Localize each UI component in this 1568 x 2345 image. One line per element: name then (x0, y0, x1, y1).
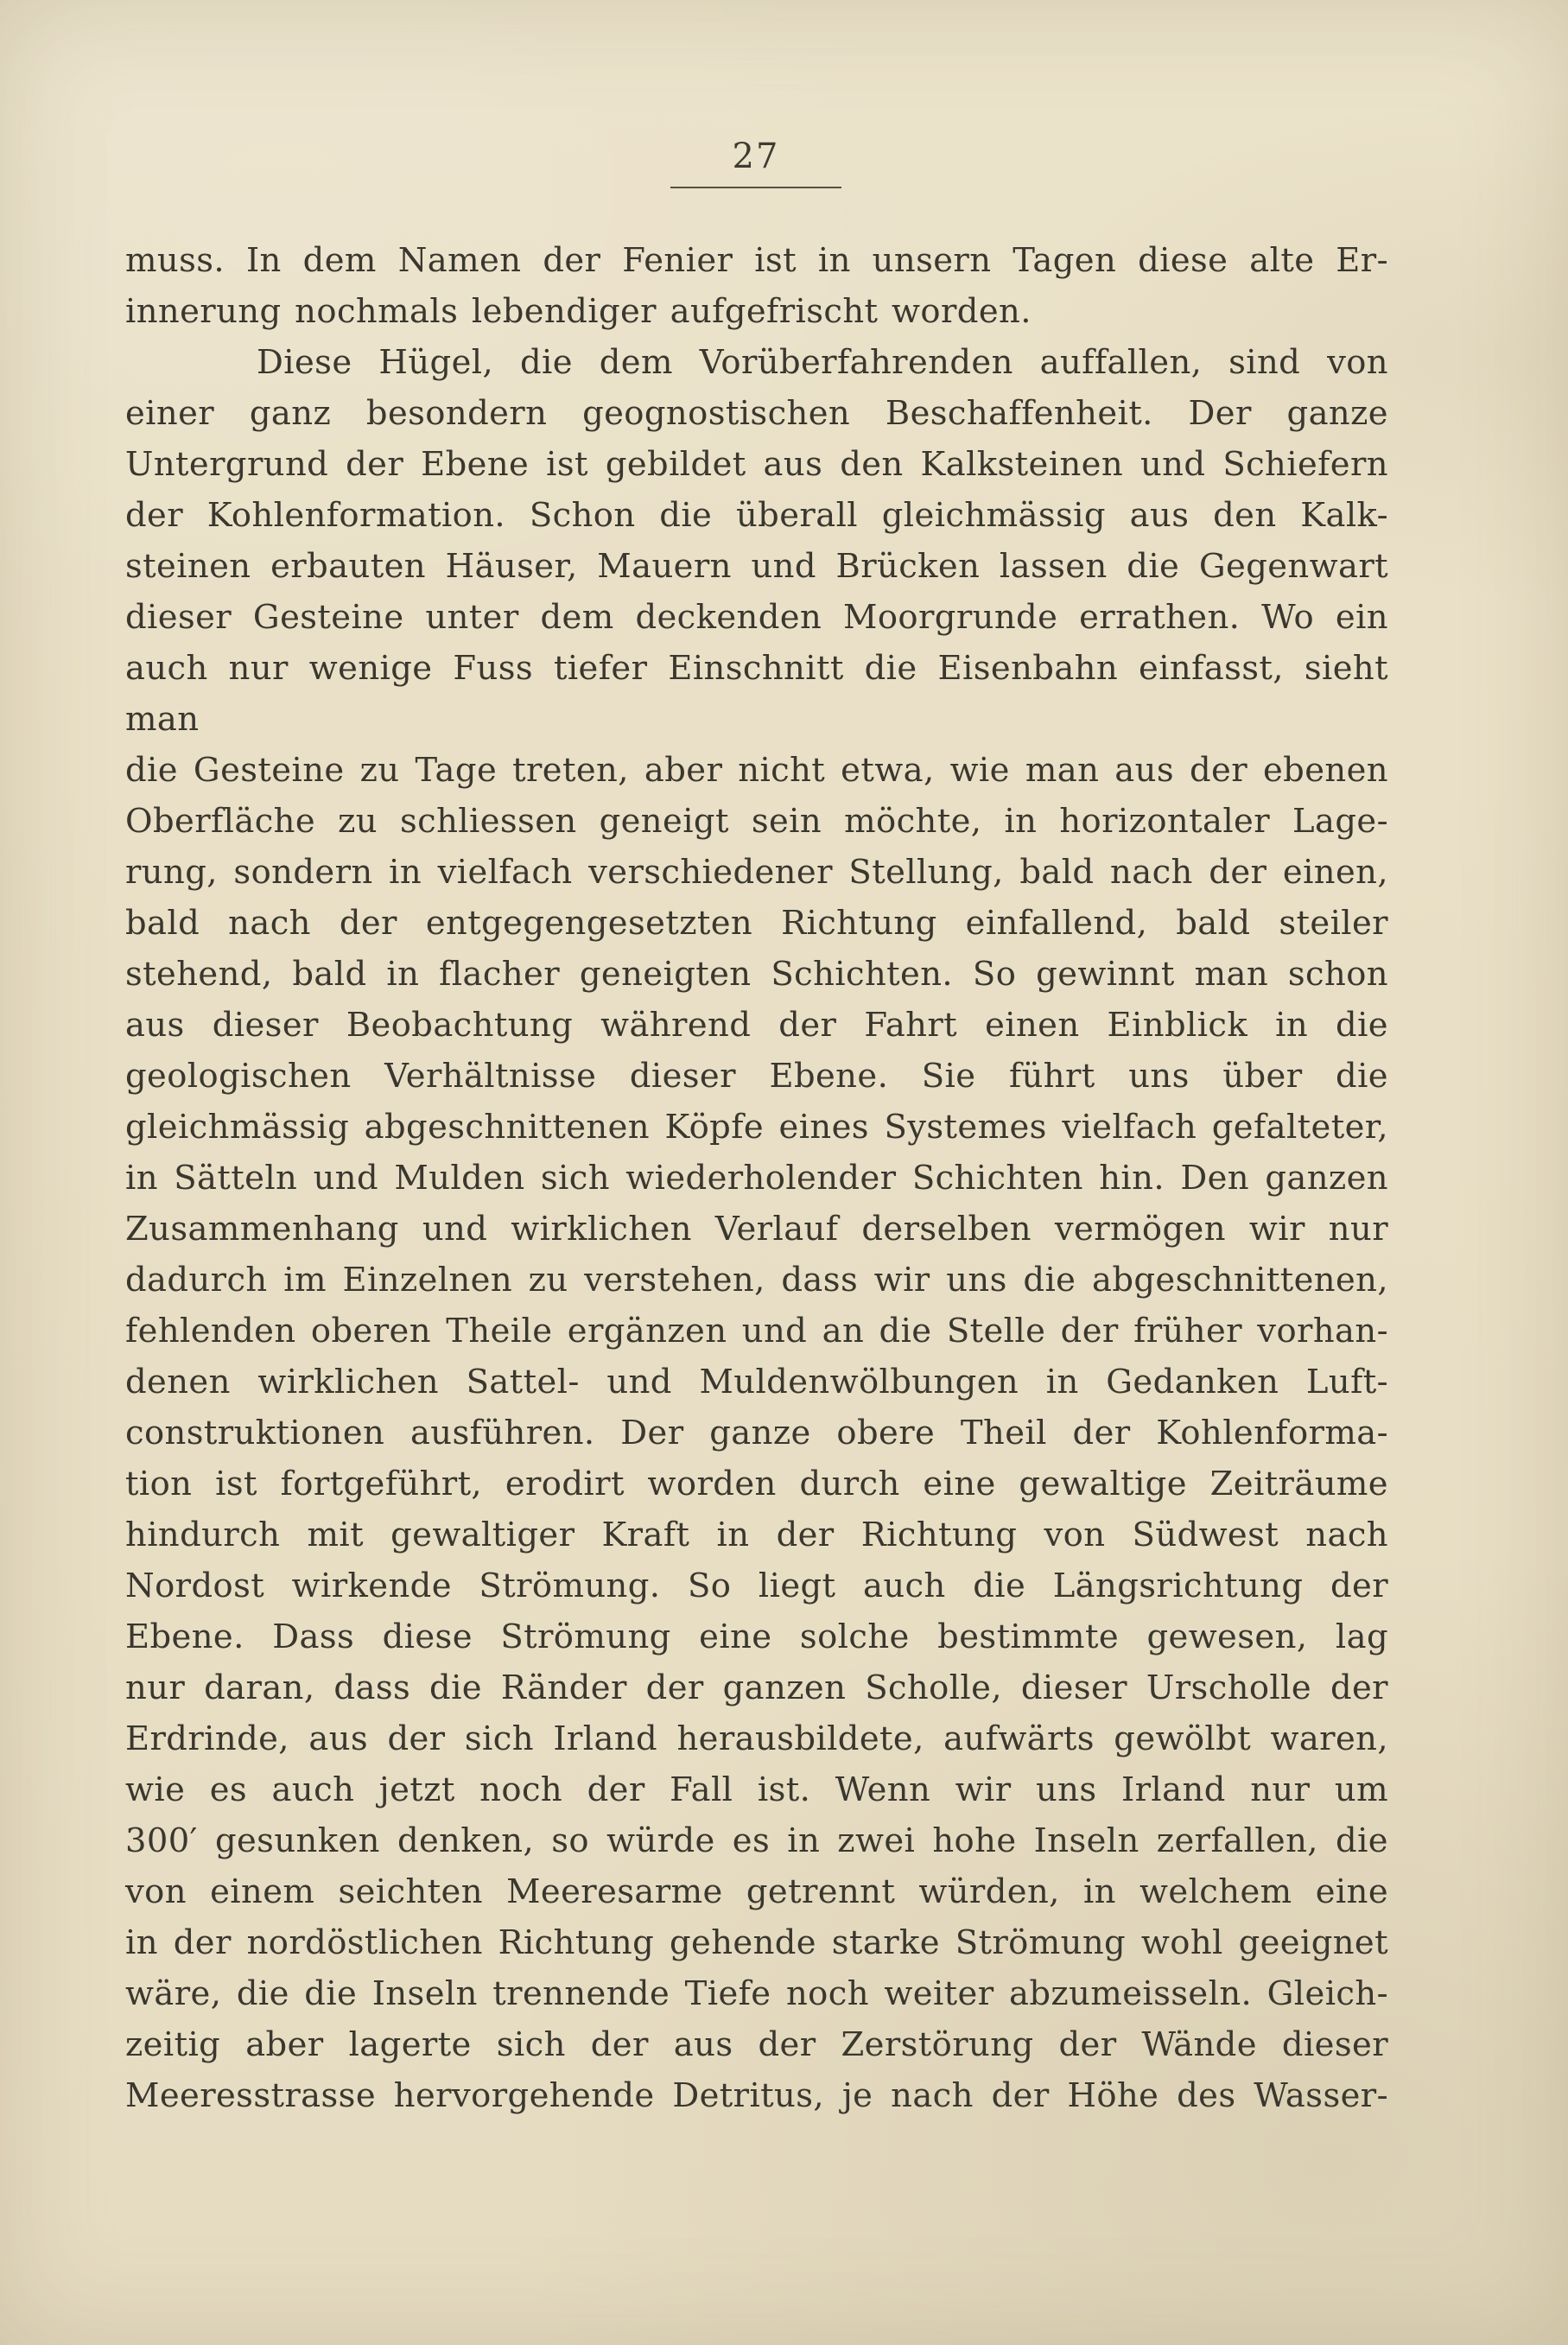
text-line: auch nur wenige Fuss tiefer Einschnitt die Eisenbahn einfasst, sieht man (125, 649, 1388, 739)
text-line: von einem seichten Meeresarme getrennt würden, in welchem eine (125, 1872, 1388, 1911)
text-line: Zusammenhang und wirklichen Verlauf derselben vermögen wir nur (125, 1210, 1388, 1249)
text-line: 300′ gesunken denken, so würde es in zwei hohe Inseln zerfallen, die (125, 1821, 1388, 1860)
text-line: einer ganz besondern geognostischen Beschaffenheit. Der ganze (125, 394, 1388, 433)
text-line: Nordost wirkende Strömung. So liegt auch die Längsrichtung der (125, 1567, 1388, 1605)
text-line: nur daran, dass die Ränder der ganzen Scholle, dieser Urscholle der (125, 1668, 1388, 1707)
text-line: denen wirklichen Sattel- und Muldenwölbungen in Gedanken Luft- (125, 1363, 1388, 1401)
text-line: aus dieser Beobachtung während der Fahrt einen Einblick in die (125, 1006, 1388, 1045)
text-line: dadurch im Einzelnen zu verstehen, dass wir uns die abgeschnittenen, (125, 1261, 1388, 1300)
text-line: dieser Gesteine unter dem deckenden Moorgrunde errathen. Wo ein (125, 598, 1388, 637)
page-number: 27 (670, 137, 842, 188)
text-line: Untergrund der Ebene ist gebildet aus den Kalksteinen und Schiefern (125, 445, 1388, 484)
text-line: Meeresstrasse hervorgehende Detritus, je nach der Höhe des Wasser- (125, 2076, 1388, 2115)
text-line: zeitig aber lagerte sich der aus der Zerstörung der Wände dieser (125, 2025, 1388, 2064)
page-header (125, 137, 1387, 188)
text-line: Oberfläche zu schliessen geneigt sein möchte, in horizontaler Lage- (125, 802, 1388, 841)
text-line: gleichmässig abgeschnittenen Köpfe eines Systemes vielfach gefalteter, (125, 1108, 1388, 1147)
text-line: muss. In dem Namen der Fenier ist in unsern Tagen diese alte Er- (125, 241, 1388, 280)
text-line: hindurch mit gewaltiger Kraft in der Richtung von Südwest nach (125, 1516, 1388, 1554)
text-line: steinen erbauten Häuser, Mauern und Brücken lassen die Gegenwart (125, 547, 1388, 586)
text-line: der Kohlenformation. Schon die überall gleichmässig aus den Kalk- (125, 496, 1388, 535)
text-line: innerung nochmals lebendiger aufgefrischt worden. (125, 292, 1032, 331)
text-line: in der nordöstlichen Richtung gehende starke Strömung wohl geeignet (125, 1923, 1388, 1962)
text-line: in Sätteln und Mulden sich wiederholender Schichten hin. Den ganzen (125, 1159, 1388, 1198)
text-line: tion ist fortgeführt, erodirt worden durch eine gewaltige Zeiträume (125, 1465, 1388, 1503)
text-line: construktionen ausführen. Der ganze obere Theil der Kohlenforma- (125, 1414, 1388, 1452)
text-line: wäre, die die Inseln trennende Tiefe noch weiter abzumeisseln. Gleich- (125, 1974, 1388, 2013)
text-line: geologischen Verhältnisse dieser Ebene. Sie führt uns über die (125, 1057, 1388, 1096)
text-line: Erdrinde, aus der sich Irland herausbildete, aufwärts gewölbt waren, (125, 1719, 1388, 1758)
text-line: die Gesteine zu Tage treten, aber nicht etwa, wie man aus der ebenen (125, 751, 1388, 790)
body-text (125, 235, 1388, 2121)
text-line: stehend, bald in flacher geneigten Schichten. So gewinnt man schon (125, 955, 1388, 994)
text-line: Diese Hügel, die dem Vorüberfahrenden auffallen, sind von (257, 343, 1388, 382)
text-line: fehlenden oberen Theile ergänzen und an die Stelle der früher vorhan- (125, 1312, 1388, 1350)
text-line: bald nach der entgegengesetzten Richtung einfallend, bald steiler (125, 904, 1388, 943)
text-line: Ebene. Dass diese Strömung eine solche bestimmte gewesen, lag (125, 1617, 1388, 1656)
text-line: wie es auch jetzt noch der Fall ist. Wenn wir uns Irland nur um (125, 1770, 1388, 1809)
text-line: rung, sondern in vielfach verschiedener Stellung, bald nach der einen, (125, 853, 1388, 892)
